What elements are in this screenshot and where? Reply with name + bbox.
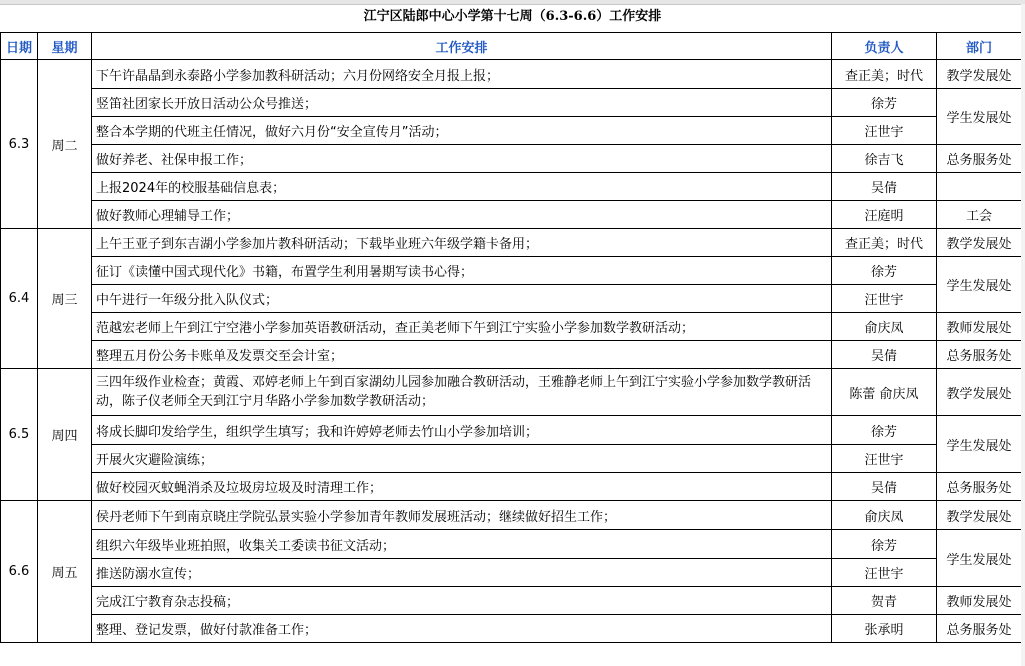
task-cell[interactable]: 征订《读懂中国式现代化》书籍，布置学生利用暑期写读书心得； (92, 257, 832, 285)
date-cell[interactable]: 6.3 (1, 60, 38, 229)
table-row (1, 341, 1022, 369)
table-row (1, 313, 1022, 341)
person-cell[interactable]: 张承明 (832, 615, 937, 643)
dept-cell[interactable]: 教师发展处 (937, 313, 1022, 341)
task-cell[interactable]: 做好校园灭蚊蝇消杀及垃圾房垃圾及时清理工作； (92, 473, 832, 501)
dept-cell[interactable]: 总务服务处 (937, 473, 1022, 501)
dept-cell[interactable]: 学生发展处 (937, 257, 1022, 313)
dept-cell[interactable]: 总务服务处 (937, 145, 1022, 173)
person-cell[interactable]: 汪庭明 (832, 201, 937, 229)
header-person[interactable]: 负责人 (832, 33, 937, 60)
weekday-cell[interactable]: 周四 (38, 369, 92, 501)
task-cell[interactable]: 推送防溺水宣传； (92, 559, 832, 587)
header-task[interactable]: 工作安排 (92, 33, 832, 60)
table-row (1, 60, 1022, 89)
date-cell[interactable]: 6.6 (1, 501, 38, 643)
table-row (1, 615, 1022, 643)
dept-cell[interactable]: 总务服务处 (937, 341, 1022, 369)
dept-cell[interactable]: 工会 (937, 201, 1022, 229)
person-cell[interactable]: 徐芳 (832, 257, 937, 285)
task-cell[interactable]: 上午王亚子到东吉湖小学参加片教科研活动；下载毕业班六年级学籍卡备用； (92, 229, 832, 257)
person-cell[interactable]: 汪世宇 (832, 445, 937, 473)
table-row (1, 201, 1022, 229)
person-cell[interactable]: 徐吉飞 (832, 145, 937, 173)
task-cell[interactable]: 整理、登记发票，做好付款准备工作； (92, 615, 832, 643)
person-cell[interactable]: 汪世宇 (832, 559, 937, 587)
person-cell[interactable]: 贺青 (832, 587, 937, 615)
dept-cell[interactable]: 学生发展处 (937, 530, 1022, 587)
table-row (1, 257, 1022, 285)
task-cell[interactable]: 中午进行一年级分批入队仪式； (92, 285, 832, 313)
dept-cell[interactable]: 学生发展处 (937, 89, 1022, 145)
task-cell[interactable]: 组织六年级毕业班拍照，收集关工委读书征文活动； (92, 530, 832, 559)
task-cell[interactable]: 下午许晶晶到永泰路小学参加教科研活动；六月份网络安全月报上报； (92, 60, 832, 89)
task-cell[interactable]: 三四年级作业检查；黄霞、邓婷老师上午到百家湖幼儿园参加融合教研活动，王雅静老师上午到江宁实验小学参加数学教研活动，陈子仪老师全天到江宁月华路小学参加数学教研活动； (92, 369, 832, 416)
person-cell[interactable]: 徐芳 (832, 89, 937, 117)
table-row (1, 369, 1022, 416)
person-cell[interactable]: 吴倩 (832, 341, 937, 369)
person-cell[interactable]: 吴倩 (832, 473, 937, 501)
weekday-cell[interactable]: 周三 (38, 229, 92, 369)
table-row (1, 173, 1022, 201)
dept-cell[interactable]: 教学发展处 (937, 229, 1022, 257)
date-cell[interactable]: 6.5 (1, 369, 38, 501)
person-cell[interactable]: 查正美；时代 (832, 229, 937, 257)
person-cell[interactable]: 陈蕾 俞庆凤 (832, 369, 937, 416)
person-cell[interactable]: 汪世宇 (832, 285, 937, 313)
dept-cell[interactable]: 教学发展处 (937, 501, 1022, 530)
header-row (1, 33, 1022, 60)
weekday-cell[interactable]: 周五 (38, 501, 92, 643)
sheet-right-edge (1021, 4, 1025, 666)
task-cell[interactable]: 范越宏老师上午到江宁空港小学参加英语教研活动，查正美老师下午到江宁实验小学参加数学教研活动； (92, 313, 832, 341)
header-dept[interactable]: 部门 (937, 33, 1022, 60)
dept-cell[interactable] (937, 173, 1022, 201)
header-weekday[interactable]: 星期 (38, 33, 92, 60)
weekday-cell[interactable]: 周二 (38, 60, 92, 229)
dept-cell[interactable]: 教学发展处 (937, 60, 1022, 89)
date-cell[interactable]: 6.4 (1, 229, 38, 369)
task-cell[interactable]: 做好养老、社保申报工作； (92, 145, 832, 173)
task-cell[interactable]: 完成江宁教育杂志投稿； (92, 587, 832, 615)
table-row (1, 89, 1022, 117)
header-date[interactable]: 日期 (1, 33, 38, 60)
table-row (1, 285, 1022, 313)
person-cell[interactable]: 俞庆凤 (832, 501, 937, 530)
table-row (1, 145, 1022, 173)
task-cell[interactable]: 做好教师心理辅导工作； (92, 201, 832, 229)
table-row (1, 117, 1022, 145)
dept-cell[interactable]: 教学发展处 (937, 369, 1022, 416)
table-row (1, 587, 1022, 615)
task-cell[interactable]: 将成长脚印发给学生，组织学生填写；我和许婷婷老师去竹山小学参加培训； (92, 416, 832, 445)
dept-cell[interactable]: 总务服务处 (937, 615, 1022, 643)
task-cell[interactable]: 开展火灾避险演练； (92, 445, 832, 473)
table-row (1, 501, 1022, 530)
person-cell[interactable]: 汪世宇 (832, 117, 937, 145)
table-row (1, 530, 1022, 559)
task-cell[interactable]: 上报2024年的校服基础信息表； (92, 173, 832, 201)
sheet-title: 江宁区陆郎中心小学第十七周（6.3-6.6）工作安排 (363, 9, 662, 24)
person-cell[interactable]: 查正美；时代 (832, 60, 937, 89)
dept-cell[interactable]: 学生发展处 (937, 416, 1022, 473)
task-cell[interactable]: 竖笛社团家长开放日活动公众号推送； (92, 89, 832, 117)
table-row (1, 473, 1022, 501)
table-row (1, 559, 1022, 587)
dept-cell[interactable]: 教师发展处 (937, 587, 1022, 615)
person-cell[interactable]: 吴倩 (832, 173, 937, 201)
table-row (1, 416, 1022, 445)
table-row (1, 229, 1022, 257)
schedule-table (0, 32, 1022, 643)
task-cell[interactable]: 整合本学期的代班主任情况，做好六月份“安全宣传月”活动； (92, 117, 832, 145)
person-cell[interactable]: 俞庆凤 (832, 313, 937, 341)
task-cell[interactable]: 侯丹老师下午到南京晓庄学院弘景实验小学参加青年教师发展班活动；继续做好招生工作； (92, 501, 832, 530)
table-row (1, 445, 1022, 473)
person-cell[interactable]: 徐芳 (832, 416, 937, 445)
person-cell[interactable]: 徐芳 (832, 530, 937, 559)
task-cell[interactable]: 整理五月份公务卡账单及发票交至会计室； (92, 341, 832, 369)
